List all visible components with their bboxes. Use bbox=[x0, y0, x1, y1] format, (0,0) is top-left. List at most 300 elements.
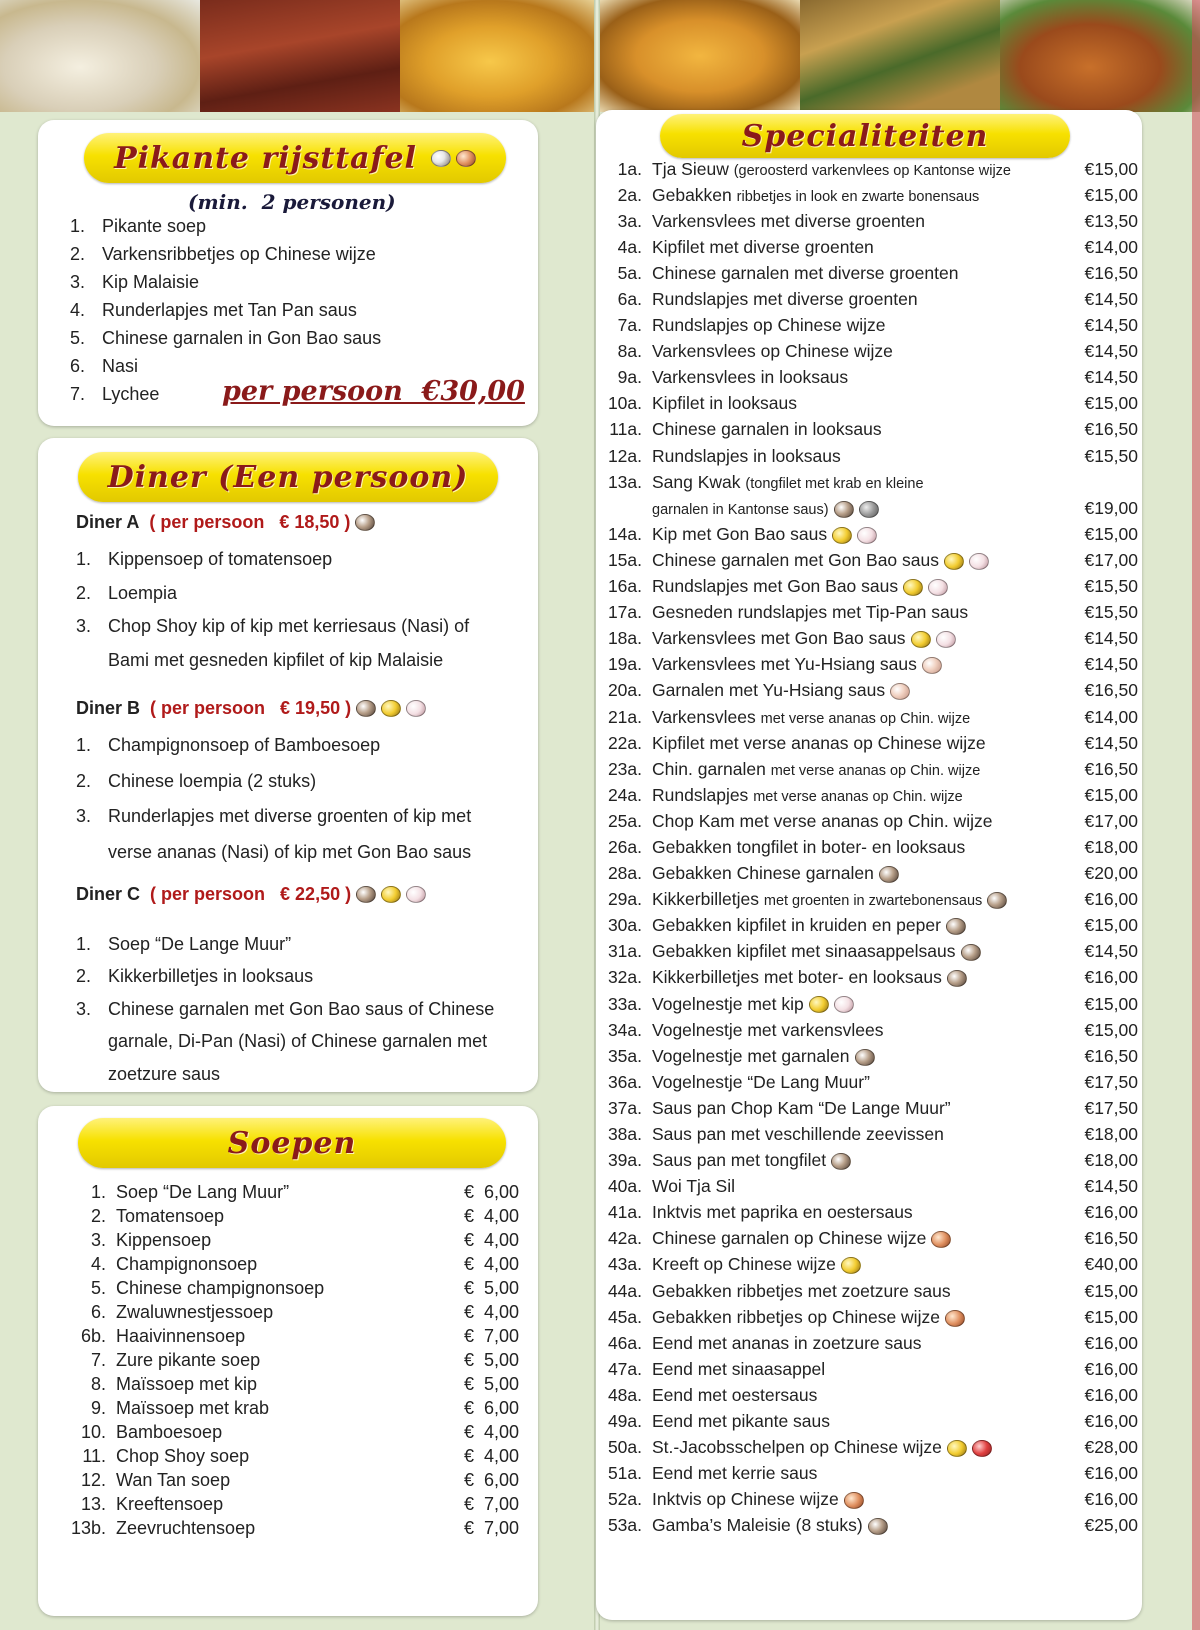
item-price: €20,00 bbox=[1084, 863, 1138, 884]
item-price: €14,50 bbox=[1084, 654, 1138, 675]
soup-row bbox=[62, 1228, 532, 1252]
item-name-main: Eend met ananas in zoetzure saus bbox=[652, 1332, 922, 1353]
grey-icon bbox=[859, 501, 879, 518]
item-name bbox=[652, 1228, 1070, 1249]
item-name bbox=[652, 994, 1070, 1015]
item-number: 6. bbox=[70, 356, 86, 376]
item-price: €15,00 bbox=[1084, 1306, 1138, 1327]
item-price: € 7,00 bbox=[464, 1325, 520, 1346]
item-price: € 6,00 bbox=[464, 1397, 520, 1418]
specialiteit-row bbox=[600, 182, 1138, 208]
item-number: 42a. bbox=[607, 1228, 642, 1249]
specialiteit-row bbox=[600, 260, 1138, 286]
item-price: €18,00 bbox=[1084, 1150, 1138, 1171]
item-name-main: Varkensvlees met diverse groenten bbox=[652, 210, 926, 231]
item-price: €16,50 bbox=[1084, 1228, 1138, 1249]
specialiteit-row bbox=[600, 782, 1138, 808]
crab-icon bbox=[972, 1440, 992, 1457]
item-name bbox=[652, 837, 1070, 858]
specialiteit-row bbox=[600, 495, 1138, 521]
item-name-main: Vogelnestje “De Lang Muur” bbox=[652, 1071, 870, 1092]
specialiteit-row bbox=[600, 704, 1138, 730]
item-price: €15,50 bbox=[1084, 602, 1138, 623]
item-number: 30a. bbox=[607, 915, 642, 936]
item-number: 2a. bbox=[617, 184, 642, 205]
item-price: €17,00 bbox=[1084, 549, 1138, 570]
item-number: 52a. bbox=[607, 1489, 642, 1510]
item-number: 3. bbox=[70, 272, 86, 292]
item-name-main: Gebakken kipfilet met sinaasappelsaus bbox=[652, 941, 956, 962]
item-number: 2. bbox=[76, 770, 92, 791]
item-name-main: Varkensvlees in looksaus bbox=[652, 367, 849, 388]
pepper-icon bbox=[844, 1492, 864, 1509]
item-name bbox=[652, 1385, 1070, 1406]
item-note: ribbetjes in look en zwarte bonensaus bbox=[736, 188, 980, 205]
item-number: 1a. bbox=[617, 158, 642, 179]
item-name: Chinese garnalen in Gon Bao saus bbox=[102, 328, 382, 348]
item-number: 12a. bbox=[607, 445, 642, 466]
item-note: met groenten in zwartebonensaus bbox=[763, 893, 983, 910]
item-name-main: Kipfilet met diverse groenten bbox=[652, 236, 874, 257]
item-price: €16,00 bbox=[1084, 1332, 1138, 1353]
item-price: €13,50 bbox=[1084, 210, 1138, 231]
garlic-icon bbox=[406, 700, 426, 717]
item-price: € 5,00 bbox=[464, 1277, 520, 1298]
chili-icon bbox=[987, 892, 1007, 909]
item-number: 11a. bbox=[609, 419, 642, 440]
item-price: €16,00 bbox=[1084, 1202, 1138, 1223]
item-name bbox=[652, 341, 1070, 362]
item-name bbox=[652, 446, 1070, 467]
soepen-title: Soepen bbox=[227, 1125, 357, 1161]
item-number: 20a. bbox=[607, 680, 642, 701]
item-number: 40a. bbox=[607, 1176, 642, 1197]
diner-menu-price: ( per persoon € 22,50 ) bbox=[150, 884, 352, 904]
diner-menu-items bbox=[76, 728, 526, 870]
item-number: 10. bbox=[80, 1421, 106, 1442]
item-name bbox=[652, 419, 1070, 440]
diner-menu-items bbox=[76, 928, 526, 1091]
specialiteit-row bbox=[600, 547, 1138, 573]
item-number: 46a. bbox=[607, 1332, 642, 1353]
item-price: € 4,00 bbox=[464, 1229, 520, 1250]
item-number: 43a. bbox=[607, 1254, 642, 1275]
item-name bbox=[652, 1254, 1070, 1275]
item-number: 31a. bbox=[607, 941, 642, 962]
item-number: 50a. bbox=[607, 1437, 642, 1458]
pepper-icon bbox=[931, 1231, 951, 1248]
specialiteit-row bbox=[600, 808, 1138, 834]
specialiteit-row bbox=[600, 626, 1138, 652]
item-price: € 7,00 bbox=[464, 1493, 520, 1514]
item-price: €17,50 bbox=[1084, 1071, 1138, 1092]
item-name-main: Woi Tja Sil bbox=[652, 1176, 735, 1197]
item-text: Chinese loempia (2 stuks) bbox=[108, 770, 317, 791]
item-name-main: Vogelnestje met kip bbox=[652, 993, 804, 1014]
item-price: €14,00 bbox=[1084, 236, 1138, 257]
item-name bbox=[652, 1463, 1070, 1484]
item-name-main: Saus pan met veschillende zeevissen bbox=[652, 1124, 944, 1145]
item-price: €15,00 bbox=[1084, 184, 1138, 205]
item-price: €28,00 bbox=[1084, 1437, 1138, 1458]
item-name bbox=[652, 602, 1070, 623]
item-name-main: Inktvis op Chinese wijze bbox=[652, 1489, 839, 1510]
diner-menu-items bbox=[76, 543, 526, 677]
item-price: €17,50 bbox=[1084, 1097, 1138, 1118]
specialiteit-row bbox=[600, 156, 1138, 182]
diner-menu-name: Diner C bbox=[76, 884, 141, 904]
item-name-main: Gamba’s Maleisie (8 stuks) bbox=[652, 1515, 863, 1536]
item-name: Lychee bbox=[102, 384, 160, 404]
pikante-item bbox=[70, 212, 500, 240]
item-price: €16,50 bbox=[1084, 680, 1138, 701]
diner-menu-price: ( per persoon € 19,50 ) bbox=[150, 698, 352, 718]
item-name bbox=[652, 1411, 1070, 1432]
item-name bbox=[652, 941, 1070, 962]
item-name: Champignonsoep bbox=[116, 1253, 258, 1274]
chili-icon bbox=[879, 866, 899, 883]
item-number: 33a. bbox=[607, 993, 642, 1014]
item-name bbox=[652, 159, 1070, 180]
item-name bbox=[652, 1072, 1070, 1093]
soup-row bbox=[62, 1348, 532, 1372]
item-name-main: Gesneden rundslapjes met Tip-Pan saus bbox=[652, 602, 969, 623]
item-text: verse ananas (Nasi) of kip met Gon Bao saus bbox=[108, 841, 472, 862]
item-name: Varkensribbetjes op Chinese wijze bbox=[102, 244, 376, 264]
item-number: 1. bbox=[90, 1181, 106, 1202]
item-name-main: Inktvis met paprika en oestersaus bbox=[652, 1202, 913, 1223]
item-number: 41a. bbox=[607, 1202, 642, 1223]
item-name bbox=[652, 863, 1070, 884]
item-name bbox=[652, 1124, 1070, 1145]
item-name bbox=[652, 1098, 1070, 1119]
specialiteit-row bbox=[600, 652, 1138, 678]
item-name bbox=[652, 1307, 1070, 1328]
item-note: garnalen in Kantonse saus) bbox=[652, 501, 829, 518]
pikante-item bbox=[70, 240, 500, 268]
soup-row bbox=[62, 1180, 532, 1204]
specialiteit-row bbox=[600, 887, 1138, 913]
item-number: 2. bbox=[76, 966, 92, 987]
item-name bbox=[652, 967, 1070, 988]
specialiteit-row bbox=[600, 443, 1138, 469]
specialiteit-row bbox=[600, 1382, 1138, 1408]
specialiteit-row bbox=[600, 521, 1138, 547]
specialiteit-row bbox=[600, 234, 1138, 260]
pikante-rijsttafel-title: Pikante rijsttafel bbox=[114, 140, 417, 176]
item-number: 5. bbox=[90, 1277, 106, 1298]
noodles-photo bbox=[800, 0, 1000, 112]
specialiteit-row bbox=[600, 861, 1138, 887]
item-number: 4. bbox=[70, 300, 86, 320]
item-price: €17,00 bbox=[1084, 810, 1138, 831]
item-name bbox=[652, 498, 1070, 519]
shell-icon bbox=[890, 683, 910, 700]
item-name: Pikante soep bbox=[102, 216, 207, 236]
sauce-icon bbox=[944, 553, 964, 570]
item-name: Kippensoep bbox=[116, 1229, 212, 1250]
item-name-main: Sang Kwak bbox=[652, 471, 741, 492]
item-name bbox=[652, 576, 1070, 597]
item-price: €14,50 bbox=[1084, 1176, 1138, 1197]
pepper-icon bbox=[945, 1310, 965, 1327]
item-price: € 4,00 bbox=[464, 1445, 520, 1466]
soup-row bbox=[62, 1516, 532, 1540]
item-number: 9. bbox=[90, 1397, 106, 1418]
item-price: €19,00 bbox=[1084, 497, 1138, 518]
garlic-icon bbox=[834, 996, 854, 1013]
item-number: 34a. bbox=[607, 1019, 642, 1040]
specialiteit-row bbox=[600, 1487, 1138, 1513]
roast-pork-photo bbox=[200, 0, 400, 112]
item-price: €15,00 bbox=[1084, 915, 1138, 936]
item-price: € 4,00 bbox=[464, 1421, 520, 1442]
item-number: 23a. bbox=[607, 758, 642, 779]
item-text: zoetzure saus bbox=[108, 1063, 221, 1084]
item-price: €15,00 bbox=[1084, 784, 1138, 805]
diner-item bbox=[76, 543, 526, 577]
pepper-icon bbox=[456, 150, 476, 167]
item-name: Nasi bbox=[102, 356, 139, 376]
pikante-item bbox=[70, 324, 500, 352]
specialiteit-row bbox=[600, 1069, 1138, 1095]
item-number: 2. bbox=[90, 1205, 106, 1226]
item-note: (tongfilet met krab en kleine bbox=[745, 475, 924, 492]
item-name bbox=[652, 628, 1070, 649]
item-name bbox=[652, 367, 1070, 388]
pikante-price: per persoon €30,00 bbox=[222, 376, 525, 407]
diner-menu-name: Diner A bbox=[76, 512, 140, 532]
item-number: 3a. bbox=[617, 210, 642, 231]
item-number: 3. bbox=[76, 616, 92, 637]
item-number: 26a. bbox=[607, 836, 642, 857]
item-note: (geroosterd varkenvlees op Kantonse wijze bbox=[733, 162, 1011, 179]
item-name bbox=[652, 811, 1070, 832]
item-name-main: Varkensvlees op Chinese wijze bbox=[652, 341, 893, 362]
diner-item bbox=[76, 961, 526, 994]
soup-row bbox=[62, 1252, 532, 1276]
item-number: 13b. bbox=[70, 1517, 106, 1538]
item-text: Kippensoep of tomatensoep bbox=[108, 549, 333, 570]
soup-row bbox=[62, 1324, 532, 1348]
item-price: € 4,00 bbox=[464, 1301, 520, 1322]
item-name-main: Gebakken tongfilet in boter- en looksaus bbox=[652, 836, 966, 857]
item-name bbox=[652, 1046, 1070, 1067]
item-number: 44a. bbox=[607, 1280, 642, 1301]
specialiteit-row bbox=[600, 1226, 1138, 1252]
item-price: €16,50 bbox=[1084, 1045, 1138, 1066]
diner-banner bbox=[78, 452, 498, 502]
specialiteit-row bbox=[600, 1252, 1138, 1278]
item-name bbox=[652, 654, 1070, 675]
specialiteit-row bbox=[600, 991, 1138, 1017]
item-note: met verse ananas op Chin. wijze bbox=[753, 788, 963, 805]
item-price: € 4,00 bbox=[464, 1253, 520, 1274]
item-number: 1. bbox=[76, 735, 92, 756]
item-price: €15,50 bbox=[1084, 576, 1138, 597]
item-name-main: Varkensvlees met Yu-Hsiang saus bbox=[652, 654, 917, 675]
item-name: Kreeftensoep bbox=[116, 1493, 224, 1514]
item-name bbox=[652, 1150, 1070, 1171]
specialiteit-row bbox=[600, 286, 1138, 312]
specialiteit-row bbox=[600, 365, 1138, 391]
item-number: 14a. bbox=[607, 523, 642, 544]
specialiteit-row bbox=[600, 1356, 1138, 1382]
garlic-icon bbox=[406, 886, 426, 903]
soup-row bbox=[62, 1300, 532, 1324]
item-name-main: Gebakken bbox=[652, 184, 732, 205]
specialiteit-row bbox=[600, 1304, 1138, 1330]
item-number: 15a. bbox=[607, 549, 642, 570]
diner-item bbox=[76, 1026, 526, 1059]
item-number: 13a. bbox=[607, 471, 642, 492]
diner-menu-name: Diner B bbox=[76, 698, 141, 718]
item-name-main: Vogelnestje met varkensvlees bbox=[652, 1019, 884, 1040]
diner-item bbox=[76, 764, 526, 800]
shell-icon bbox=[922, 657, 942, 674]
item-number: 3. bbox=[90, 1229, 106, 1250]
item-name bbox=[652, 915, 1070, 936]
item-price: €16,50 bbox=[1084, 758, 1138, 779]
item-name-main: Chinese garnalen met Gon Bao saus bbox=[652, 549, 939, 570]
sauce-icon bbox=[903, 579, 923, 596]
item-name bbox=[652, 707, 1070, 728]
diner-item bbox=[76, 610, 526, 644]
item-number: 6. bbox=[90, 1301, 106, 1322]
item-number: 28a. bbox=[607, 863, 642, 884]
item-number: 7. bbox=[70, 384, 86, 404]
item-number: 5. bbox=[70, 328, 86, 348]
chili-icon bbox=[946, 918, 966, 935]
item-price: €14,50 bbox=[1084, 941, 1138, 962]
item-name-main: Gebakken ribbetjes op Chinese wijze bbox=[652, 1306, 940, 1327]
chili-chicken-photo bbox=[1000, 0, 1200, 112]
spring-rolls-photo bbox=[400, 0, 600, 112]
item-name-main: Kikkerbilletjes bbox=[652, 889, 759, 910]
sauce-icon bbox=[841, 1257, 861, 1274]
specialiteit-row bbox=[600, 834, 1138, 860]
item-number: 2. bbox=[76, 582, 92, 603]
specialiteit-row bbox=[600, 391, 1138, 417]
chili-icon bbox=[855, 1049, 875, 1066]
soup-row bbox=[62, 1276, 532, 1300]
item-name: Soep “De Lang Muur” bbox=[116, 1181, 290, 1202]
item-name bbox=[652, 785, 1070, 806]
item-note: met verse ananas op Chin. wijze bbox=[770, 762, 981, 779]
item-name bbox=[652, 1489, 1070, 1510]
specialiteit-row bbox=[600, 1095, 1138, 1121]
item-name bbox=[652, 1176, 1070, 1197]
item-name-main: Varkensvlees bbox=[652, 706, 756, 727]
item-name bbox=[652, 1020, 1070, 1041]
item-name-main: Varkensvlees met Gon Bao saus bbox=[652, 628, 906, 649]
item-number: 19a. bbox=[607, 654, 642, 675]
item-name: Chop Shoy soep bbox=[116, 1445, 250, 1466]
item-price: €16,50 bbox=[1084, 262, 1138, 283]
item-name-main: St.-Jacobsschelpen op Chinese wijze bbox=[652, 1437, 942, 1458]
specialiteit-row bbox=[600, 756, 1138, 782]
item-price: €14,00 bbox=[1084, 706, 1138, 727]
garlic-icon bbox=[857, 527, 877, 544]
pikante-min-persons: (min. 2 personen) bbox=[188, 190, 396, 214]
pikante-rijsttafel-banner bbox=[84, 133, 506, 183]
item-number: 6b. bbox=[80, 1325, 106, 1346]
item-price: €15,00 bbox=[1084, 1280, 1138, 1301]
specialiteit-row bbox=[600, 1513, 1138, 1539]
item-name bbox=[652, 237, 1070, 258]
item-text: Chinese garnalen met Gon Bao saus of Chinese bbox=[108, 998, 495, 1019]
item-name bbox=[652, 289, 1070, 310]
specialiteiten-list bbox=[600, 156, 1138, 1539]
item-name bbox=[652, 733, 1070, 754]
item-number: 1. bbox=[76, 549, 92, 570]
chili-icon bbox=[834, 501, 854, 518]
chili-icon bbox=[868, 1518, 888, 1535]
soup-row bbox=[62, 1204, 532, 1228]
item-number: 38a. bbox=[607, 1124, 642, 1145]
item-number: 17a. bbox=[607, 602, 642, 623]
chili-icon bbox=[356, 886, 376, 903]
chili-icon bbox=[355, 514, 375, 531]
item-name-main: Chinese garnalen op Chinese wijze bbox=[652, 1228, 927, 1249]
item-number: 13. bbox=[80, 1493, 106, 1514]
item-name: Bamboesoep bbox=[116, 1421, 223, 1442]
item-price: €15,00 bbox=[1084, 993, 1138, 1014]
sauce-icon bbox=[381, 886, 401, 903]
item-number: 53a. bbox=[607, 1515, 642, 1536]
item-price: €14,50 bbox=[1084, 289, 1138, 310]
item-text: Runderlapjes met diverse groenten of kip met bbox=[108, 806, 472, 827]
item-name-main: Rundslapjes met Gon Bao saus bbox=[652, 576, 899, 597]
specialiteit-row bbox=[600, 574, 1138, 600]
item-price: € 4,00 bbox=[464, 1205, 520, 1226]
item-price: €15,50 bbox=[1084, 445, 1138, 466]
sauce-icon bbox=[381, 700, 401, 717]
item-name-main: Chinese garnalen met diverse groenten bbox=[652, 262, 959, 283]
item-name-main: Saus pan met tongfilet bbox=[652, 1150, 827, 1171]
pikante-item bbox=[70, 268, 500, 296]
diner-item bbox=[76, 1058, 526, 1091]
item-name: Zeevruchtensoep bbox=[116, 1517, 256, 1538]
item-number: 48a. bbox=[607, 1384, 642, 1405]
item-name-main: Kipfilet in looksaus bbox=[652, 393, 797, 414]
item-name bbox=[652, 315, 1070, 336]
item-number: 24a. bbox=[607, 784, 642, 805]
item-number: 4. bbox=[90, 1253, 106, 1274]
item-price: €18,00 bbox=[1084, 836, 1138, 857]
diner-item bbox=[76, 928, 526, 961]
item-name-main: Tja Sieuw bbox=[652, 158, 729, 179]
specialiteit-row bbox=[600, 1330, 1138, 1356]
item-name bbox=[652, 185, 1070, 206]
specialiteit-row bbox=[600, 1200, 1138, 1226]
specialiteit-row bbox=[600, 1409, 1138, 1435]
item-price: €40,00 bbox=[1084, 1254, 1138, 1275]
item-name-main: Chinese garnalen in looksaus bbox=[652, 419, 882, 440]
diner-item bbox=[76, 835, 526, 871]
item-number: 36a. bbox=[607, 1071, 642, 1092]
specialiteit-row bbox=[600, 1017, 1138, 1043]
item-price: € 5,00 bbox=[464, 1373, 520, 1394]
item-price: €16,50 bbox=[1084, 419, 1138, 440]
item-price: €15,00 bbox=[1084, 523, 1138, 544]
item-price: €14,50 bbox=[1084, 315, 1138, 336]
specialiteit-row bbox=[600, 1174, 1138, 1200]
item-number: 7. bbox=[90, 1349, 106, 1370]
item-number: 35a. bbox=[607, 1045, 642, 1066]
item-number: 29a. bbox=[607, 889, 642, 910]
specialiteit-row bbox=[600, 1435, 1138, 1461]
